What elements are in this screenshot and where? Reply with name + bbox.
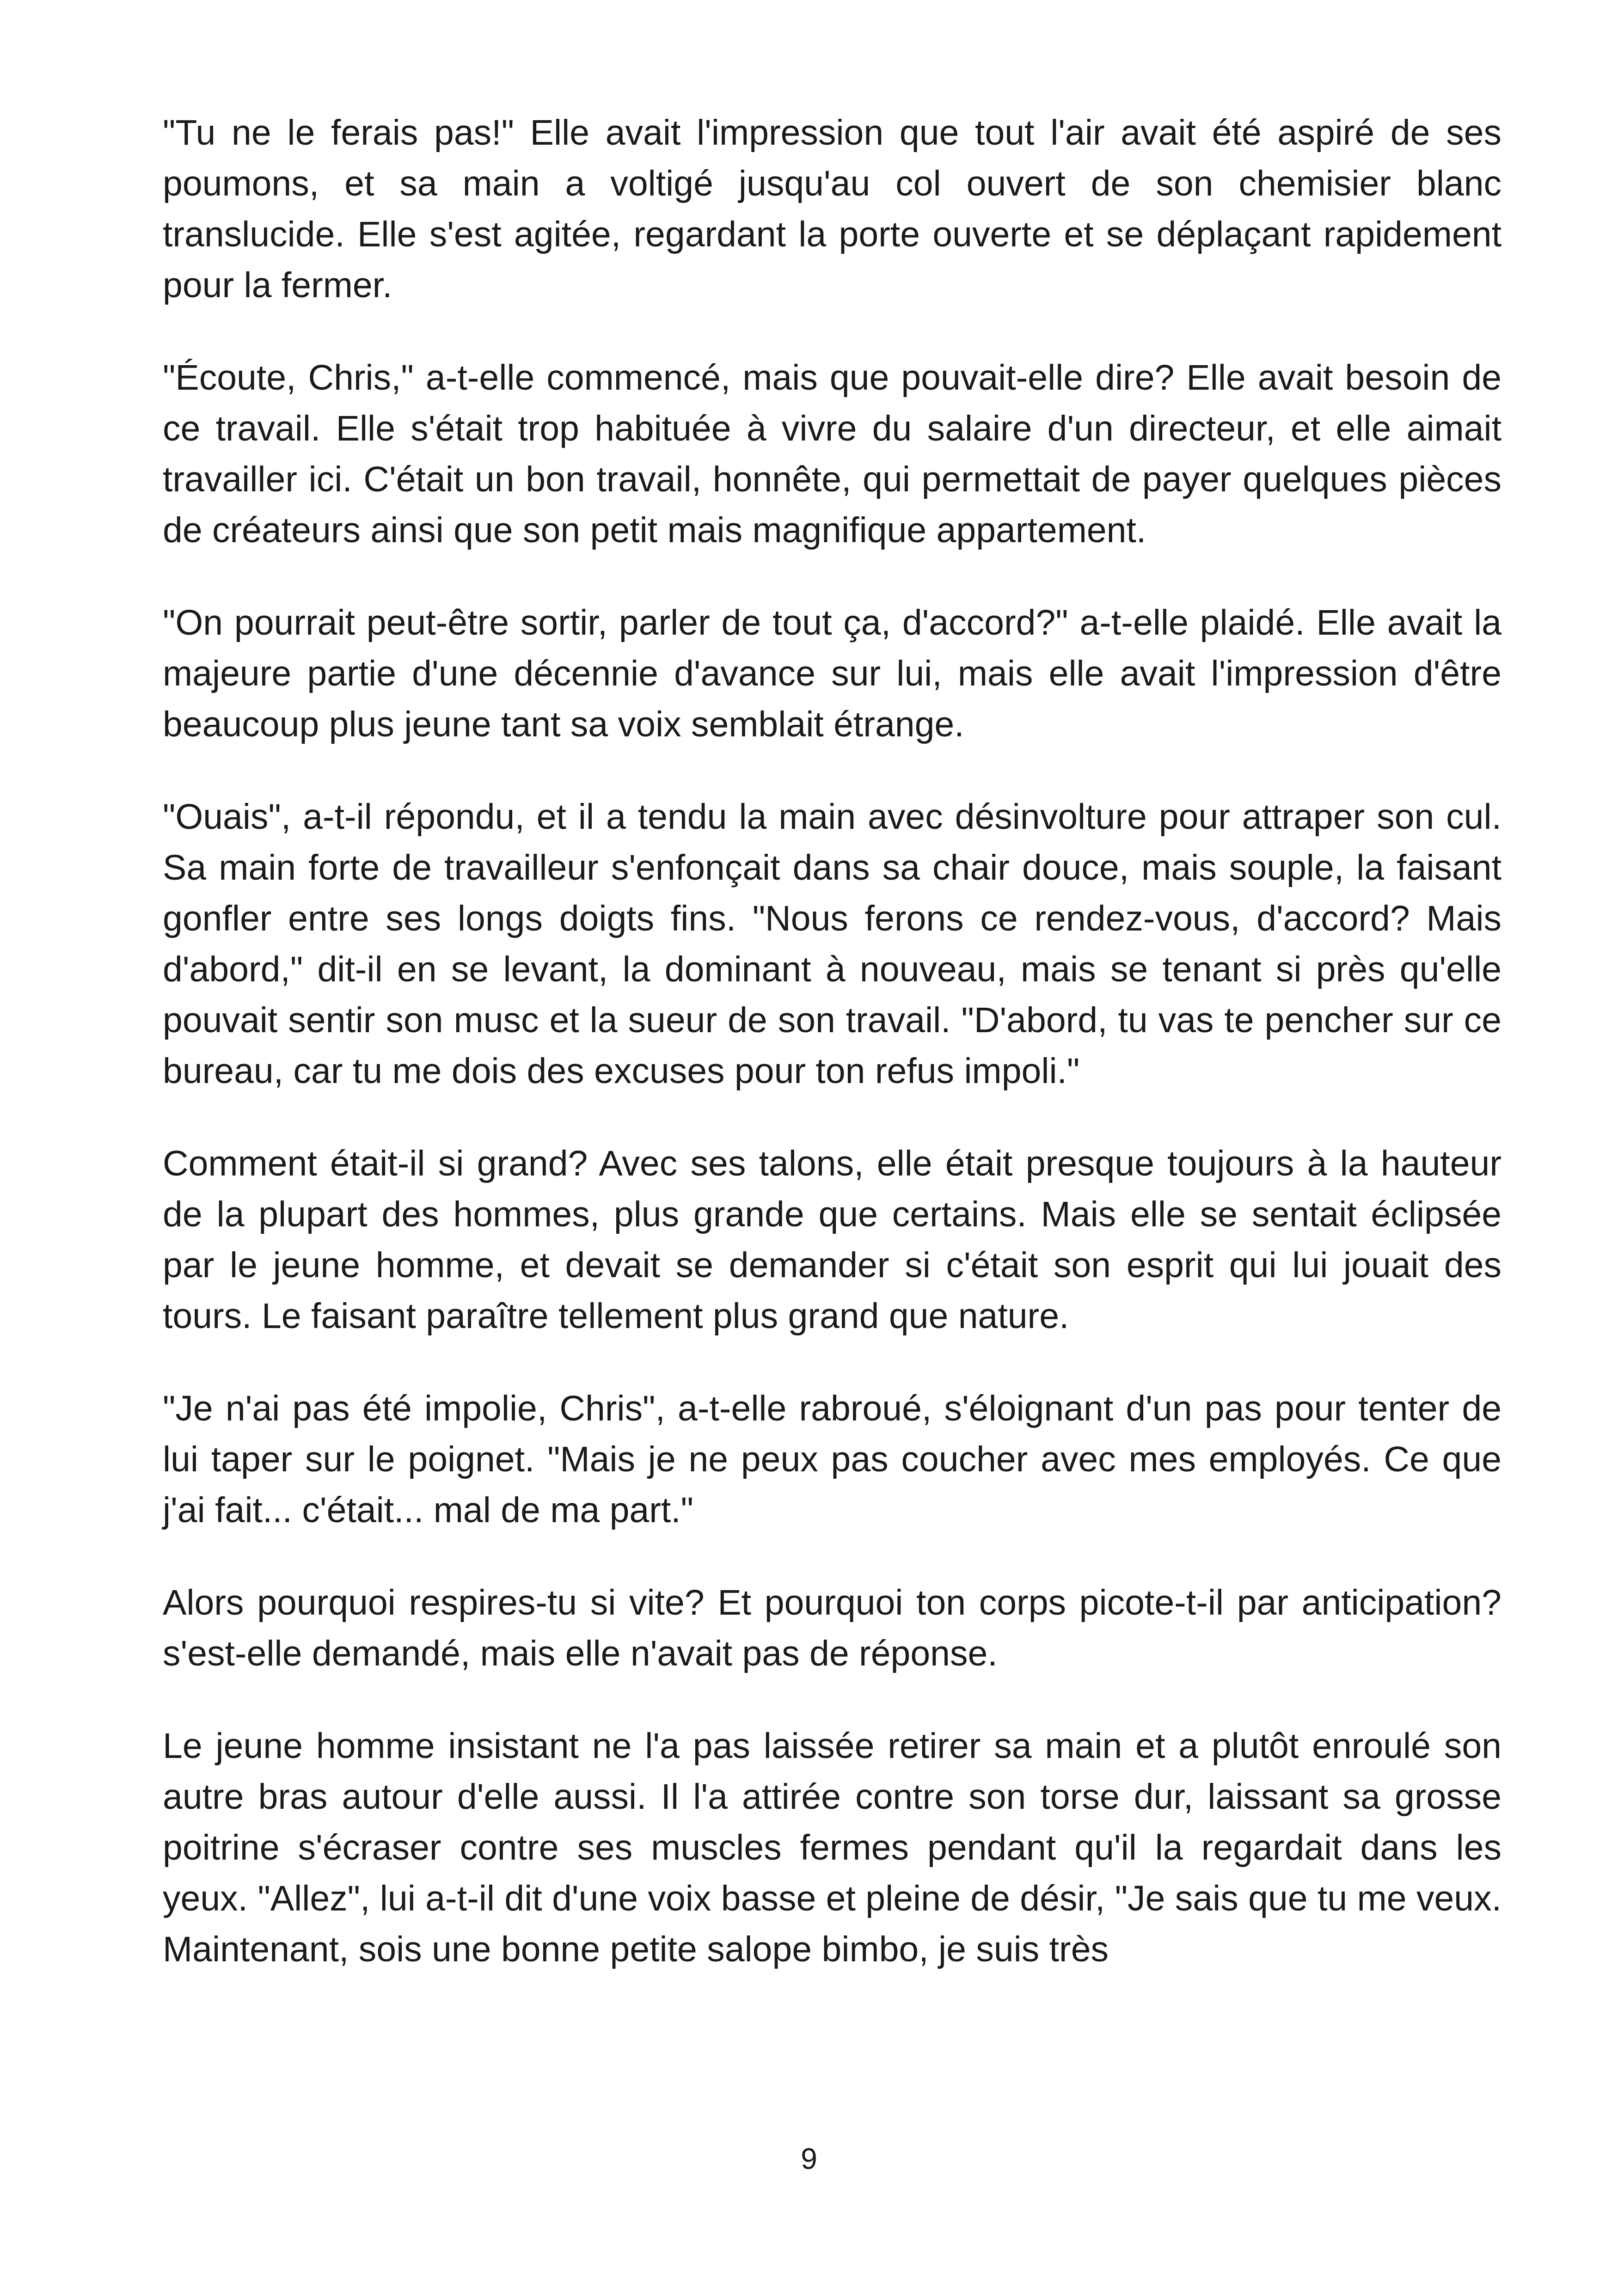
- paragraph-1: "Tu ne le ferais pas!" Elle avait l'impression que tout l'air avait été aspiré de ses poumons, et sa main a voltigé jusqu'au col ouvert de son chemisier blanc translucide. Elle s'est agitée, regardant la porte ouverte et se déplaçant rapidement pour la fermer.: [163, 113, 1502, 305]
- paragraph-2: "Écoute, Chris," a-t-elle commencé, mais que pouvait-elle dire? Elle avait besoin de ce travail. Elle s'était trop habituée à vivre du salaire d'un directeur, et elle aimait travailler ici. C'était un bon travail, honnête, qui permettait de payer quelques pièces de créateurs ainsi que son petit mais magnifique appartement.: [163, 358, 1502, 550]
- paragraph-6: "Je n'ai pas été impolie, Chris", a-t-elle rabroué, s'éloignant d'un pas pour tenter de lui taper sur le poignet. "Mais je ne peux pas coucher avec mes employés. Ce que j'ai fait... c'était... mal de ma part.": [163, 1389, 1502, 1530]
- paragraph-7: Alors pourquoi respires-tu si vite? Et pourquoi ton corps picote-t-il par anticipation? s'est-elle demandé, mais elle n'avait pas de réponse.: [163, 1583, 1502, 1673]
- paragraph-8: Le jeune homme insistant ne l'a pas laissée retirer sa main et a plutôt enroulé son autre bras autour d'elle aussi. Il l'a attirée contre son torse dur, laissant sa grosse poitrine s'écraser contre ses muscles fermes pendant qu'il la regardait dans les yeux. "Allez", lui a-t-il dit d'une voix basse et pleine de désir, "Je sais que tu me veux. Maintenant, sois une bonne petite salope bimbo, je suis très: [163, 1726, 1502, 1969]
- paragraph-5: Comment était-il si grand? Avec ses talons, elle était presque toujours à la hauteur de la plupart des hommes, plus grande que certains. Mais elle se sentait éclipsée par le jeune homme, et devait se demander si c'était son esprit qui lui jouait des tours. Le faisant paraître tellement plus grand que nature.: [163, 1144, 1502, 1336]
- page-number: 9: [801, 2142, 817, 2175]
- body-text: [163, 107, 1502, 2016]
- paragraph-4: "Ouais", a-t-il répondu, et il a tendu la main avec désinvolture pour attraper son cul. Sa main forte de travailleur s'enfonçait dans sa chair douce, mais souple, la faisant gonfler entre ses longs doigts fins. "Nous ferons ce rendez-vous, d'accord? Mais d'abord," dit-il en se levant, la dominant à nouveau, mais se tenant si près qu'elle pouvait sentir son musc et la sueur de son travail. "D'abord, tu vas te pencher sur ce bureau, car tu me dois des excuses pour ton refus impoli.": [163, 797, 1502, 1091]
- paragraph-3: "On pourrait peut-être sortir, parler de tout ça, d'accord?" a-t-elle plaidé. Elle avait la majeure partie d'une décennie d'avance sur lui, mais elle avait l'impression d'être beaucoup plus jeune tant sa voix semblait étrange.: [163, 603, 1502, 744]
